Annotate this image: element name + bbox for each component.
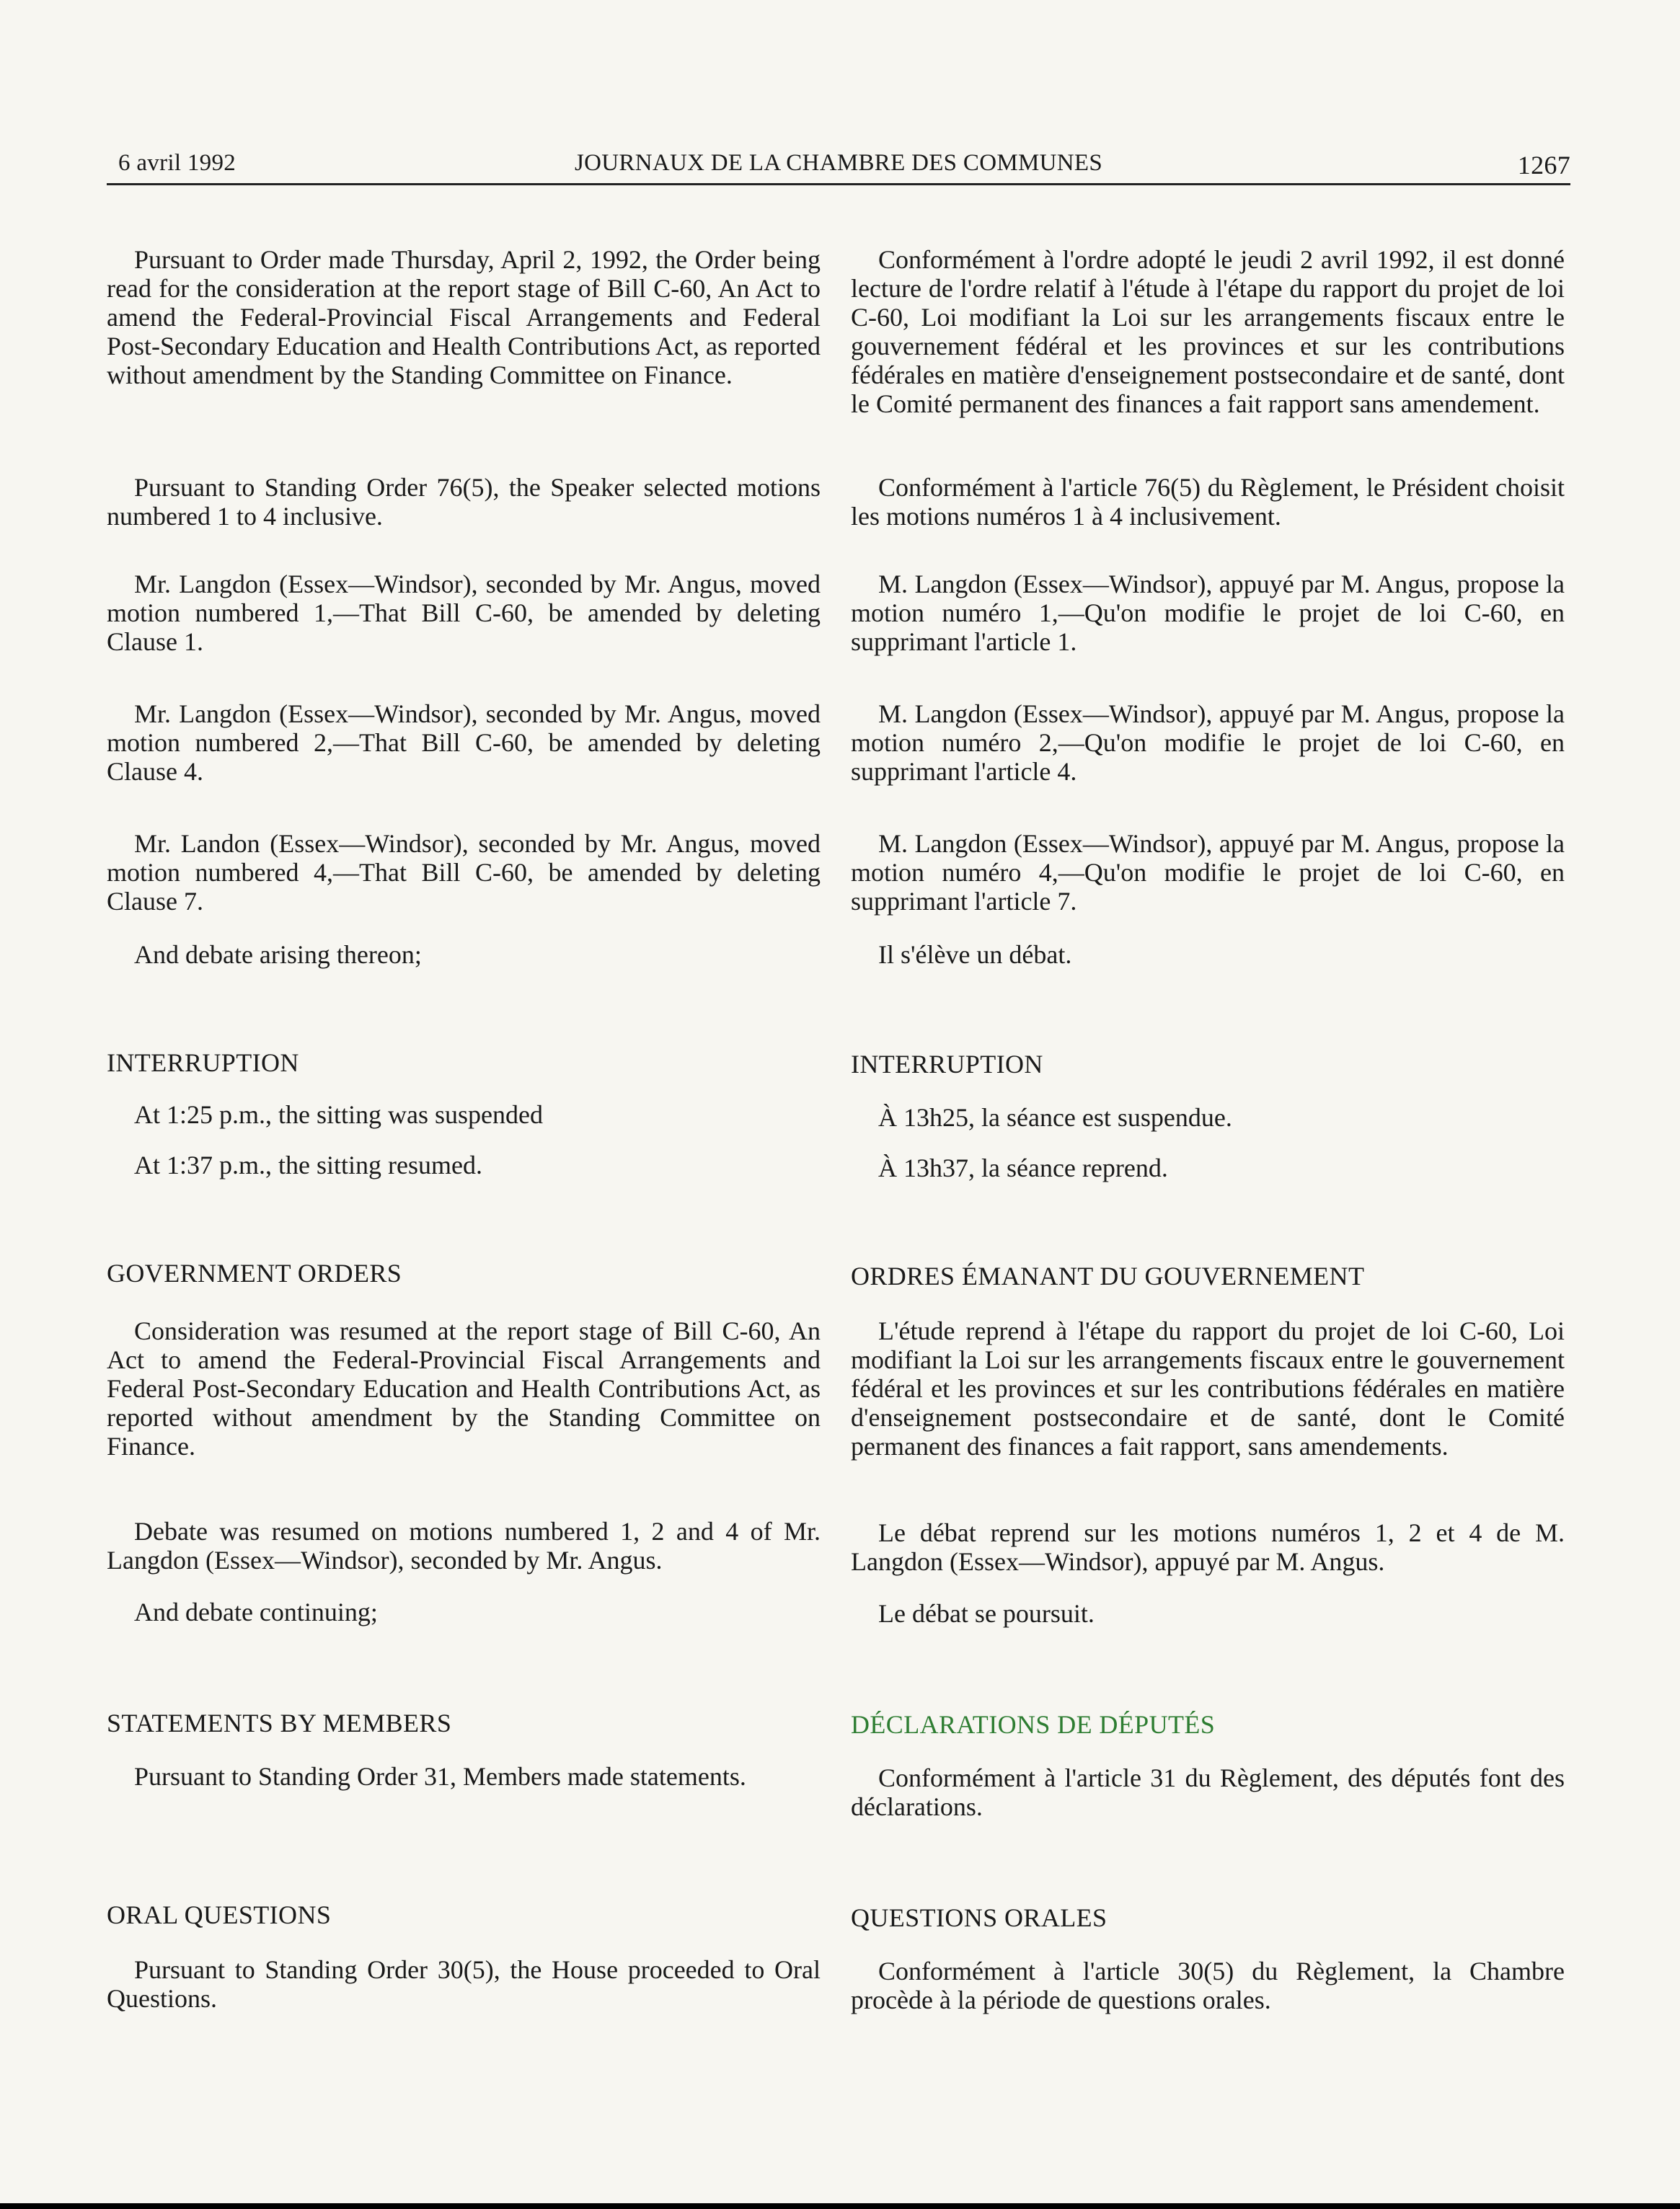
- en-order-paragraph: Pursuant to Order made Thursday, April 2, 1992, the Order being read for the consideration at the report stage of Bill C-60, An Act to amend the Federal-Provincial Fiscal Arrangements and Federal Post-Secondary Education and Health Contributions Act, as reported without amendment by the Standing Committee on Finance.: [107, 245, 821, 389]
- fr-heading-interruption: INTERRUPTION: [851, 1050, 1043, 1079]
- fr-motion-4: M. Langdon (Essex—Windsor), appuyé par M. Angus, propose la motion numéro 4,—Qu'on modifie le projet de loi C-60, en supprimant l'article 7.: [851, 829, 1565, 916]
- fr-statements-text: Conformément à l'article 31 du Règlement, des députés font des déclarations.: [851, 1763, 1565, 1821]
- fr-debate-arising: Il s'élève un débat.: [878, 940, 1072, 969]
- en-resumed: At 1:37 p.m., the sitting resumed.: [134, 1151, 482, 1179]
- en-statements-text: Pursuant to Standing Order 31, Members made statements.: [134, 1762, 746, 1791]
- en-heading-interruption: INTERRUPTION: [107, 1048, 299, 1077]
- fr-consideration-resumed: L'étude reprend à l'étape du rapport du projet de loi C-60, Loi modifiant la Loi sur les arrangements fiscaux entre le gouvernement fédéral et les provinces et sur les contributions fédérales en matière d'enseignement postsecondaire et de santé, dont le Comité permanent des finances a fait rapport, sans amendements.: [851, 1316, 1565, 1461]
- en-debate-resumed: Debate was resumed on motions numbered 1, 2 and 4 of Mr. Langdon (Essex—Windsor), seconded by Mr. Angus.: [107, 1517, 821, 1575]
- en-motion-2: Mr. Langdon (Essex—Windsor), seconded by Mr. Angus, moved motion numbered 2,—That Bill C-60, be amended by deleting Clause 4.: [107, 699, 821, 786]
- en-consideration-resumed: Consideration was resumed at the report stage of Bill C-60, An Act to amend the Federal-Provincial Fiscal Arrangements and Federal Post-Secondary Education and Health Contributions Act, as reported without amendment by the Standing Committee on Finance.: [107, 1316, 821, 1461]
- fr-suspended: À 13h25, la séance est suspendue.: [878, 1103, 1232, 1132]
- fr-oral-questions-text: Conformément à l'article 30(5) du Règlement, la Chambre procède à la période de questions orales.: [851, 1957, 1565, 2014]
- fr-debate-resumed: Le débat reprend sur les motions numéros 1, 2 et 4 de M. Langdon (Essex—Windsor), appuyé par M. Angus.: [851, 1518, 1565, 1576]
- fr-speaker-selection: Conformément à l'article 76(5) du Règlement, le Président choisit les motions numéros 1 à 4 inclusivement.: [851, 473, 1565, 531]
- fr-resumed: À 13h37, la séance reprend.: [878, 1154, 1168, 1182]
- en-heading-statements: STATEMENTS BY MEMBERS: [107, 1709, 452, 1737]
- en-debate-arising: And debate arising thereon;: [134, 940, 422, 969]
- header-date: 6 avril 1992: [118, 150, 236, 176]
- fr-heading-oral-questions: QUESTIONS ORALES: [851, 1903, 1108, 1932]
- en-suspended: At 1:25 p.m., the sitting was suspended: [134, 1100, 543, 1129]
- en-speaker-selection: Pursuant to Standing Order 76(5), the Speaker selected motions numbered 1 to 4 inclusive.: [107, 473, 821, 531]
- en-oral-questions-text: Pursuant to Standing Order 30(5), the House proceeded to Oral Questions.: [107, 1955, 821, 2013]
- header-title: JOURNAUX DE LA CHAMBRE DES COMMUNES: [575, 150, 1102, 176]
- page-header: [107, 143, 1570, 185]
- fr-debate-continuing: Le débat se poursuit.: [878, 1599, 1095, 1628]
- fr-heading-statements: DÉCLARATIONS DE DÉPUTÉS: [851, 1710, 1216, 1739]
- fr-motion-2: M. Langdon (Essex—Windsor), appuyé par M. Angus, propose la motion numéro 2,—Qu'on modifie le projet de loi C-60, en supprimant l'article 4.: [851, 699, 1565, 786]
- page-number: 1267: [1517, 151, 1570, 180]
- fr-heading-government-orders: ORDRES ÉMANANT DU GOUVERNEMENT: [851, 1262, 1365, 1291]
- en-motion-1: Mr. Langdon (Essex—Windsor), seconded by Mr. Angus, moved motion numbered 1,—That Bill C-60, be amended by deleting Clause 1.: [107, 570, 821, 656]
- en-debate-continuing: And debate continuing;: [134, 1598, 378, 1626]
- en-heading-oral-questions: ORAL QUESTIONS: [107, 1900, 332, 1929]
- en-heading-government-orders: GOVERNMENT ORDERS: [107, 1259, 402, 1288]
- en-motion-4: Mr. Landon (Essex—Windsor), seconded by Mr. Angus, moved motion numbered 4,—That Bill C-60, be amended by deleting Clause 7.: [107, 829, 821, 916]
- fr-motion-1: M. Langdon (Essex—Windsor), appuyé par M. Angus, propose la motion numéro 1,—Qu'on modifie le projet de loi C-60, en supprimant l'article 1.: [851, 570, 1565, 656]
- scan-bottom-edge: [0, 2203, 1680, 2209]
- fr-order-paragraph: Conformément à l'ordre adopté le jeudi 2 avril 1992, il est donné lecture de l'ordre relatif à l'étude à l'étape du rapport du projet de loi C-60, Loi modifiant la Loi sur les arrangements fiscaux entre le gouvernement fédéral et les provinces et sur les contributions fédérales en matière d'enseignement postsecondaire et de santé, dont le Comité permanent des finances a fait rapport sans amendement.: [851, 245, 1565, 418]
